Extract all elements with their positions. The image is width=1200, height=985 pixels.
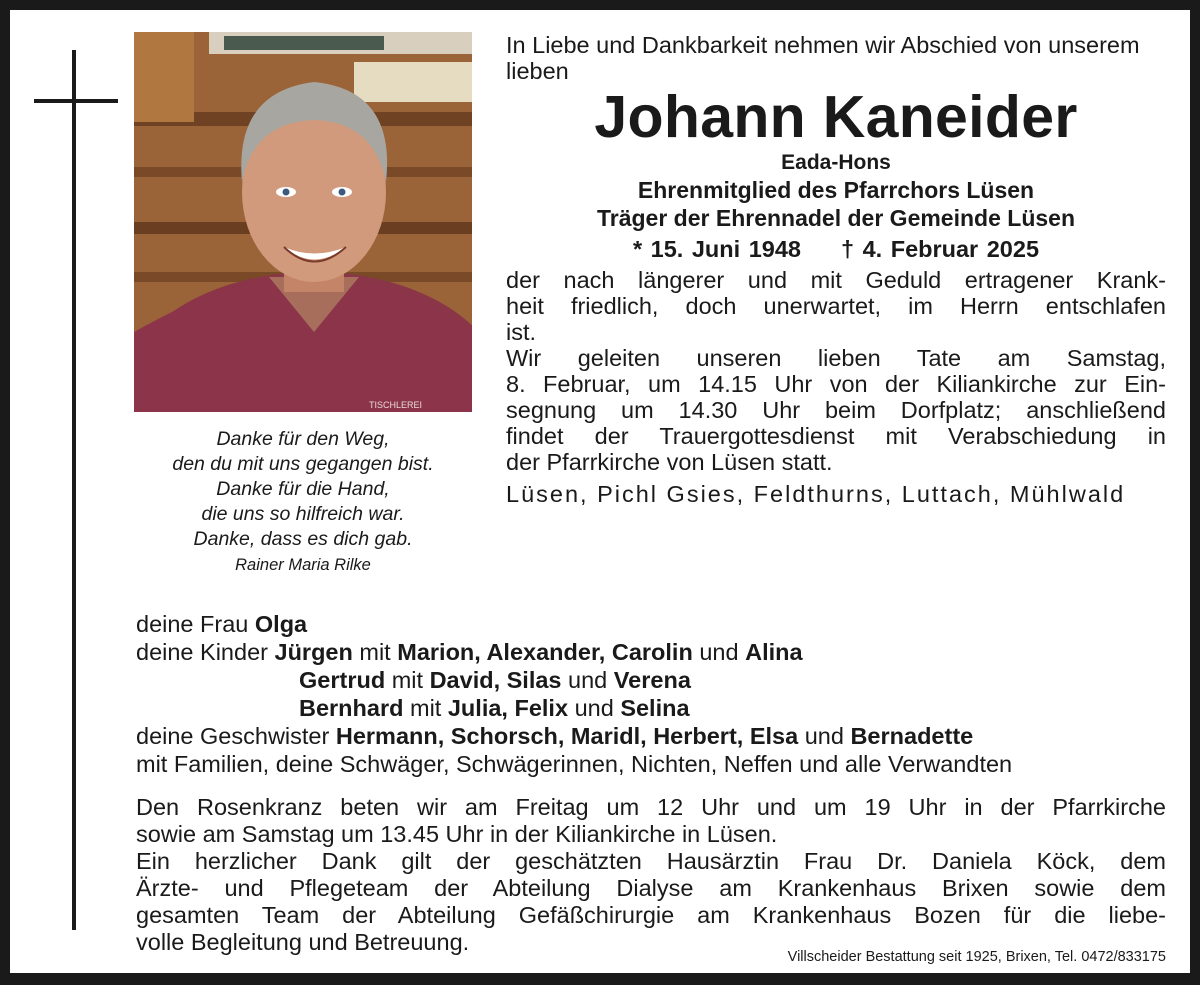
closing-line: volle Begleitung und Betreuung. (136, 929, 470, 955)
poem-line: Danke für die Hand, (216, 478, 390, 500)
honor-line: Ehrenmitglied des Pfarrchors Lüsen (637, 177, 1035, 203)
body-line: heit friedlich, doch unerwartet, im Herrn entschlafen (506, 293, 1166, 319)
body-line: der nach längerer und mit Geduld ertragener Krank- (506, 267, 1166, 293)
family-name: Olga (254, 611, 308, 637)
family-name: Verena (613, 667, 691, 693)
places: Lüsen, Pichl Gsies, Feldthurns, Luttach, Mühlwald (506, 481, 1126, 507)
intro-text: In Liebe und Dankbarkeit nehmen wir Abschied von unserem lieben (506, 32, 1140, 84)
closing-line: Ärzte- und Pflegeteam der Abteilung Dialyse am Krankenhaus Brixen sowie dem (136, 875, 1166, 901)
honor-line: Träger der Ehrennadel der Gemeinde Lüsen (596, 205, 1076, 231)
birth-date: * 15. Juni 1948 (632, 236, 801, 262)
poem-line: die uns so hilfreich war. (201, 503, 405, 525)
life-dates (506, 235, 1166, 263)
cross-icon (72, 50, 76, 930)
family-row-child (136, 694, 1176, 722)
family-label: deine Geschwister (136, 723, 330, 749)
obituary-notice (10, 10, 1190, 973)
body-line: findet der Trauergottesdienst mit Verabschiedung in (506, 423, 1166, 449)
portrait-photo (134, 32, 472, 412)
body-line: 8. Februar, um 14.15 Uhr von der Kiliankirche zur Ein- (506, 371, 1166, 397)
shirt-text: TISCHLEREI (369, 400, 423, 410)
family-name: Alina (745, 639, 803, 665)
family-list (136, 610, 1176, 778)
body-line: segnung um 14.30 Uhr beim Dorfplatz; anschließend (506, 397, 1166, 423)
poem-author: Rainer Maria Rilke (235, 556, 371, 574)
family-connector: und (568, 667, 608, 693)
family-connector: mit (391, 667, 424, 693)
cross-icon-bar (34, 99, 118, 103)
family-row-wife (136, 610, 1176, 638)
nickname: Eada-Hons (781, 151, 891, 174)
family-name: David, Silas (429, 667, 562, 693)
death-date: † 4. Februar 2025 (840, 236, 1040, 262)
family-name: Bernhard (299, 695, 404, 721)
family-name: Hermann, Schorsch, Maridl, Herbert, Elsa (335, 723, 799, 749)
poem-line: Danke, dass es dich gab. (193, 528, 413, 550)
family-connector: und (574, 695, 614, 721)
closing-line: sowie am Samstag um 13.45 Uhr in der Kiliankirche in Lüsen. (136, 821, 778, 847)
poem-line: Danke für den Weg, (216, 428, 390, 450)
closing-line: Den Rosenkranz beten wir am Freitag um 12 Uhr und um 19 Uhr in der Pfarrkirche (136, 794, 1166, 820)
family-label: deine Kinder (136, 639, 268, 665)
closing-line: Ein herzlicher Dank gilt der geschätzten Hausärztin Frau Dr. Daniela Köck, dem (136, 848, 1166, 874)
family-row-child (136, 666, 1176, 694)
family-connector: mit (410, 695, 442, 721)
poem-line: den du mit uns gegangen bist. (172, 453, 434, 475)
poem (134, 427, 472, 578)
family-name: Jürgen (274, 639, 353, 665)
closing-line: gesamten Team der Abteilung Gefäßchirurgie am Krankenhaus Bozen für die liebe- (136, 902, 1166, 928)
family-row-relatives: mit Familien, deine Schwäger, Schwägerinnen, Nichten, Neffen und alle Verwandten (136, 751, 1013, 777)
body-line: ist. (506, 319, 537, 345)
family-connector: und (804, 723, 844, 749)
family-label: deine Frau (136, 611, 249, 637)
family-row-children (136, 638, 1176, 666)
family-name: Bernadette (850, 723, 974, 749)
family-connector: mit (359, 639, 391, 665)
family-connector: und (699, 639, 739, 665)
deceased-name: Johann Kaneider (594, 84, 1078, 150)
family-name: Gertrud (299, 667, 386, 693)
closing-text (136, 794, 1166, 956)
funeral-home-credit: Villscheider Bestattung seit 1925, Brixen, Tel. 0472/833175 (787, 949, 1166, 965)
family-name: Selina (620, 695, 690, 721)
announcement (506, 32, 1166, 508)
body-line: Wir geleiten unseren lieben Tate am Samstag, (506, 345, 1166, 371)
family-row-siblings (136, 722, 1176, 750)
body-line: der Pfarrkirche von Lüsen statt. (506, 449, 833, 475)
announcement-body (506, 267, 1166, 475)
family-name: Marion, Alexander, Carolin (397, 639, 693, 665)
family-name: Julia, Felix (447, 695, 569, 721)
